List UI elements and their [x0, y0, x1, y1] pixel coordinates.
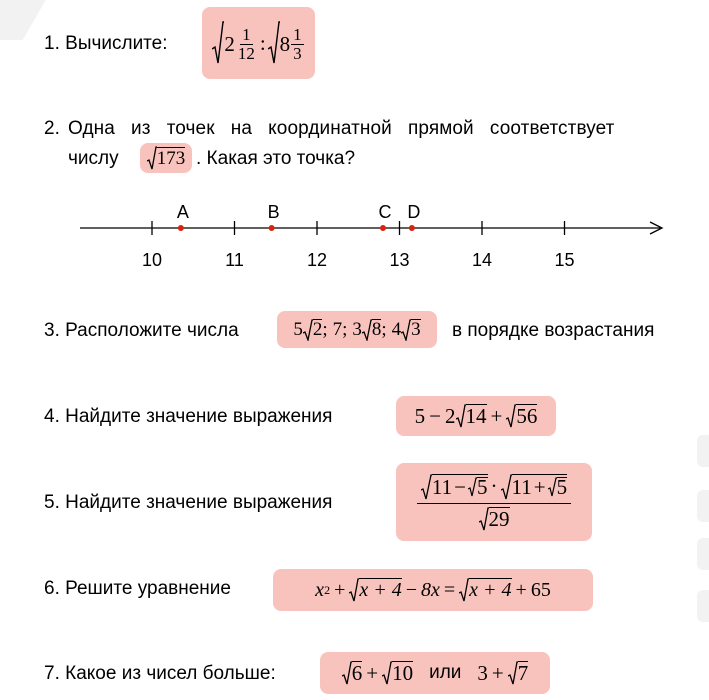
- task-2-question: [196, 148, 355, 170]
- tick-label: 14: [471, 250, 493, 270]
- task-4-expression: 5 − 2 14 + 56: [396, 396, 556, 436]
- task-2: [44, 118, 690, 140]
- task-text: в порядке возрастания: [452, 320, 655, 341]
- task-5: [44, 492, 332, 514]
- task-number: 7.: [44, 663, 60, 684]
- point-label: D: [407, 202, 421, 222]
- task-number: 4.: [44, 406, 60, 427]
- task-5-expression: 11 − 5 · 11 + 5 29: [396, 463, 592, 541]
- task-1: [44, 33, 168, 55]
- task-text: Найдите значение выражения: [65, 492, 333, 513]
- task-6: [44, 578, 231, 600]
- task-number: 6.: [44, 578, 60, 599]
- tick-label: 12: [306, 250, 328, 270]
- task-number: 5.: [44, 492, 60, 513]
- task-text: Решите уравнение: [65, 578, 231, 599]
- point-marker: [380, 225, 386, 231]
- radical: 8 $\frac{1}{3}$: [268, 21, 305, 65]
- number-line: [0, 195, 709, 285]
- task-text: Одна из точек на координатной прямой соответствует: [68, 118, 615, 139]
- tick-label: 11: [225, 250, 244, 270]
- task-text: . Какая это точка?: [196, 148, 356, 169]
- task-6-expression: x 2 + x + 4 − 8x = x + 4 + 65: [273, 569, 593, 611]
- background-decoration: [697, 590, 709, 622]
- task-2-line-2: [68, 148, 119, 170]
- background-decoration: [697, 490, 709, 522]
- task-1-expression: 2 $\frac{1}{12}$ : 8 $\frac{1}{3}$: [202, 7, 315, 79]
- task-7-expression: 6 + 10 или 3 + 7: [320, 652, 550, 694]
- task-7: [44, 663, 276, 685]
- background-decoration: [697, 538, 709, 570]
- tick-label: 13: [389, 250, 410, 270]
- or-word: или: [429, 662, 462, 683]
- point-marker: [409, 225, 415, 231]
- tick-label: 15: [554, 250, 575, 270]
- tick-label: 10: [141, 250, 163, 270]
- task-text: Расположите числа: [65, 320, 239, 341]
- task-text: Вычислите:: [65, 33, 168, 54]
- task-number: 1.: [44, 33, 60, 54]
- task-2-expression: 173: [140, 143, 192, 173]
- task-text: Найдите значение выражения: [65, 406, 333, 427]
- task-text: Какое из чисел больше:: [65, 663, 276, 684]
- radical: 2 $\frac{1}{12}$: [212, 21, 258, 65]
- point-marker: [178, 225, 184, 231]
- task-3: [44, 320, 239, 342]
- task-number: 2.: [44, 118, 60, 139]
- task-text: числу: [68, 148, 119, 169]
- point-label: C: [378, 202, 392, 222]
- task-4: [44, 406, 332, 428]
- task-3-expression: 5 2 ; 7 ; 3 8 ; 4 3: [277, 311, 437, 348]
- point-label: A: [176, 202, 189, 222]
- background-decoration: [697, 435, 709, 467]
- task-3-suffix: [452, 320, 654, 342]
- point-marker: [269, 225, 275, 231]
- point-label: B: [267, 202, 280, 222]
- task-number: 3.: [44, 320, 60, 341]
